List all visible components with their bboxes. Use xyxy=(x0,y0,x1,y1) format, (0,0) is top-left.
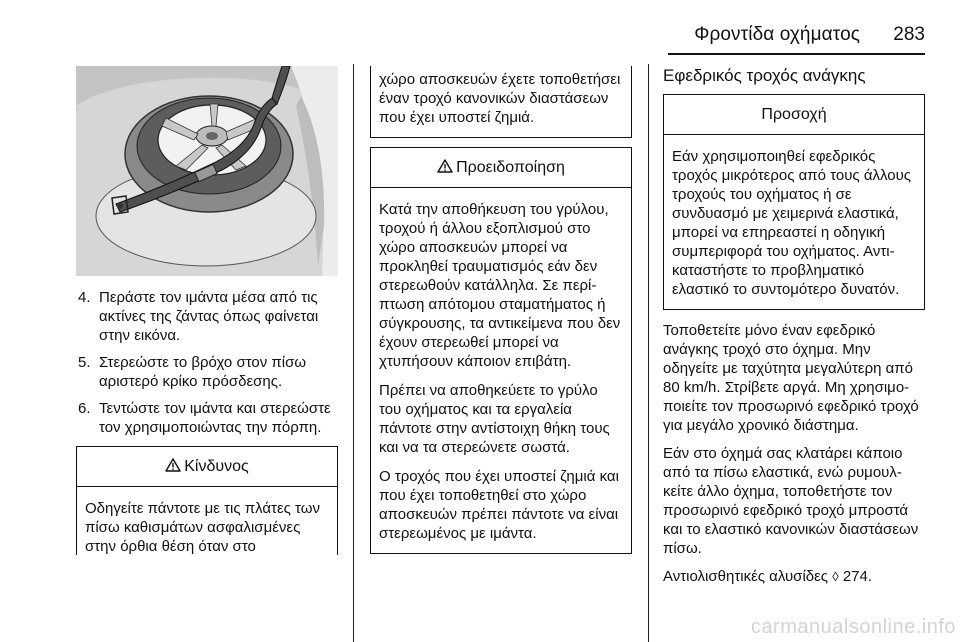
danger-box-title: Κίνδυνος xyxy=(184,458,249,475)
cross-reference-text: Αντιολισθητικές αλυσίδες xyxy=(663,568,829,585)
body-paragraph: Τοποθετείτε μόνο έναν εφεδρικό ανάγκης τροχό στο όχημα. Μην οδηγείτε με ταχύτητα μεγαλύτερη από 80 km/h. Στρίβετε αργά. Μη χρησιμοποιείτε τον προσωρινό εφεδρικό τροχό για μεγάλο χρονικό διάστημα. xyxy=(663,322,919,434)
body-paragraph: Εάν στο όχημά σας κλατάρει κάποιο από τα πίσω ελαστικά, ενώ ρυμουλκείτε άλλο όχημα, τοποθετήστε τον προσωρινό εφεδρικό τροχό μπροστά και το ελαστικό κανονικών διαστάσεων πίσω. xyxy=(663,445,919,557)
cross-reference-page: 274. xyxy=(842,568,873,585)
caution-box-text: Εάν χρησιμοποιηθεί εφεδρικός τροχός μικρότερος από τους άλλους τροχούς του οχήματος ή σε συνδυασμό με χειμερινά ελαστικά, μπορεί να επηρεαστεί η οδηγική συμπεριφορά του οχήματος. Αντικαταστήστε το προβληματικό ελαστικό το συντομότερο δυνατόν. xyxy=(672,148,912,298)
step-number: 6. xyxy=(78,400,91,417)
caution-box-title: Προσοχή xyxy=(761,106,827,123)
danger-box-header xyxy=(77,447,337,487)
watermark: carmanualsonline.info xyxy=(750,616,956,638)
danger-box xyxy=(76,446,338,555)
danger-box-continuation xyxy=(370,66,632,138)
column-divider-2 xyxy=(648,64,649,642)
page-number: 283 xyxy=(893,24,925,45)
step-number: 5. xyxy=(78,354,91,371)
warning-box-title: Προειδοποίηση xyxy=(456,159,565,176)
column-1 xyxy=(76,66,338,555)
warning-box xyxy=(370,147,632,554)
step-item xyxy=(76,353,338,391)
header-rule xyxy=(668,53,925,55)
column-2 xyxy=(370,66,632,554)
danger-box-text: Οδηγείτε πάντοτε με τις πλάτες των πίσω καθισμάτων ασφαλισμένες στην όρθια θέση όταν στο xyxy=(85,500,320,555)
step-number: 4. xyxy=(78,289,91,306)
spare-wheel-illustration xyxy=(76,66,338,276)
page-header xyxy=(0,0,960,60)
caution-box xyxy=(663,94,925,310)
reference-arrow-icon: ◊ xyxy=(832,569,839,584)
warning-paragraph: Κατά την αποθήκευση του γρύλου, τροχού ή άλλου εξοπλισμού στο χώρο αποσκευών μπορεί να προκληθεί τραυματισμός εάν δεν στερεωθούν κατάλληλα. Σε περίπτωση απότομου σταματήματος ή σύγκρουσης, τα αντικείμενα που δεν έχουν στερεωθεί μπορεί να χτυπήσουν κάποιον επιβάτη. xyxy=(379,201,621,370)
danger-continuation-text: χώρο αποσκευών έχετε τοποθετήσει έναν τροχό κανονικών διαστάσεων που έχει υποστεί ζημιά. xyxy=(379,71,621,126)
caution-box-header xyxy=(664,95,924,135)
chapter-title: Φροντίδα οχήματος xyxy=(694,24,860,45)
warning-box-header xyxy=(371,148,631,188)
step-text: Στερεώστε το βρόχο στον πίσω αριστερό κρίκο πρόσδεσης. xyxy=(99,354,307,390)
warning-triangle-icon xyxy=(437,159,453,173)
warning-paragraph: Πρέπει να αποθηκεύετε το γρύλο του οχήματος και τα εργαλεία πάντοτε στην αντίστοιχη θήκη τους και να τα στερεώνετε σωστά. xyxy=(379,382,610,456)
step-text: Περάστε τον ιμάντα μέσα από τις ακτίνες της ζάντας όπως φαίνεται στην εικόνα. xyxy=(99,289,319,344)
step-list xyxy=(76,288,338,437)
column-divider-1 xyxy=(353,64,354,642)
cross-reference[interactable] xyxy=(663,567,925,586)
warning-triangle-icon xyxy=(165,458,181,472)
step-item xyxy=(76,288,338,345)
section-title: Εφεδρικός τροχός ανάγκης xyxy=(663,66,866,85)
step-item xyxy=(76,399,338,437)
warning-paragraph: Ο τροχός που έχει υποστεί ζημιά και που έχει τοποθετηθεί στο χώρο αποσκευών πρέπει πάντοτε να είναι στερεωμένος με ιμάντα. xyxy=(379,468,619,542)
step-text: Τεντώστε τον ιμάντα και στερεώστε τον χρησιμοποιώντας την πόρπη. xyxy=(99,400,331,436)
column-3 xyxy=(663,66,925,595)
